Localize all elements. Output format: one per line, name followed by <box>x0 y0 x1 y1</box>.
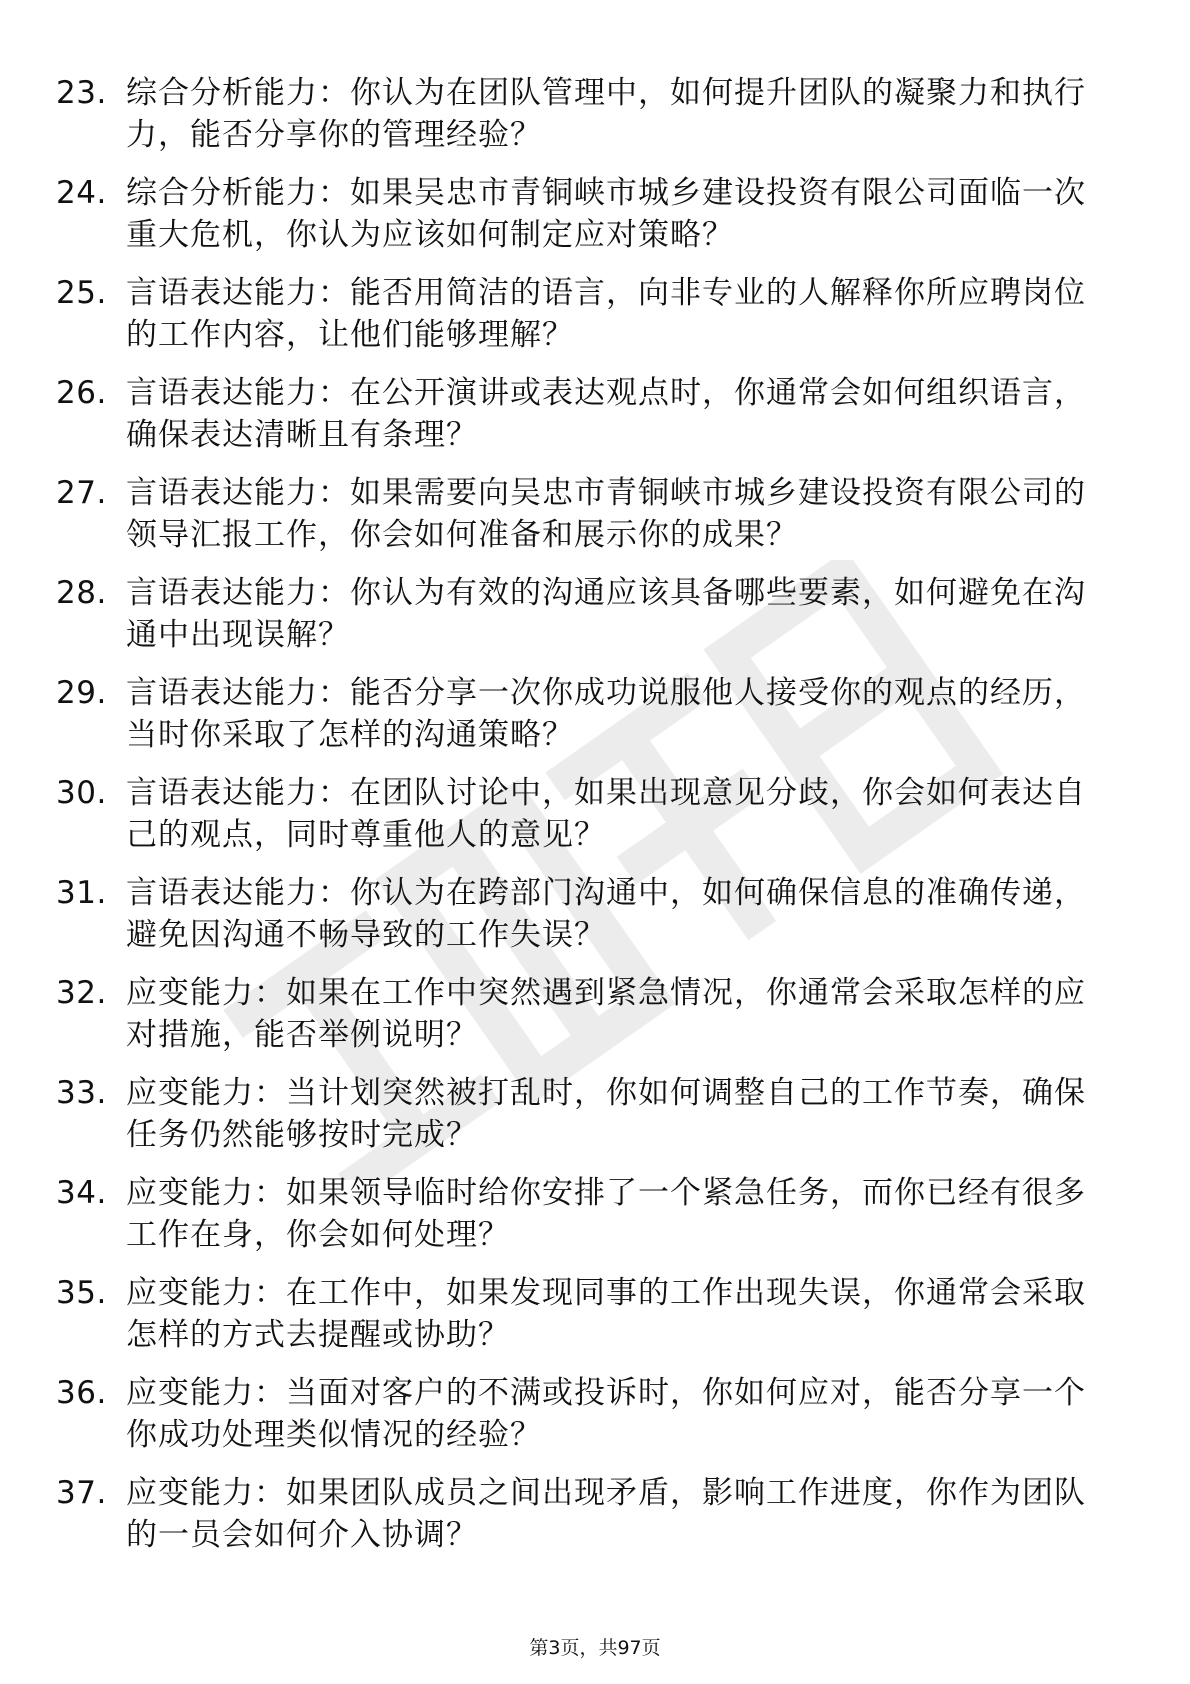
question-number: 23. <box>56 75 107 111</box>
question-number: 30. <box>56 775 107 811</box>
question-number: 24. <box>56 175 107 211</box>
question-number: 36. <box>56 1375 107 1411</box>
question-number: 34. <box>56 1175 107 1211</box>
question-item <box>56 1472 1116 1556</box>
question-text: 综合分析能力：你认为在团队管理中，如何提升团队的凝聚力和执行力，能否分享你的管理经验？ <box>126 75 1086 153</box>
question-number: 26. <box>56 375 107 411</box>
question-text: 应变能力：如果领导临时给你安排了一个紧急任务，而你已经有很多工作在身，你会如何处理？ <box>126 1175 1086 1253</box>
question-item <box>56 1172 1116 1256</box>
question-number: 35. <box>56 1275 107 1311</box>
page-number-footer: 第3页，共97页 <box>529 1637 661 1659</box>
question-text: 应变能力：当计划突然被打乱时，你如何调整自己的工作节奏，确保任务仍然能够按时完成？ <box>126 1075 1086 1153</box>
question-number: 25. <box>56 275 107 311</box>
question-item <box>56 172 1116 256</box>
question-text: 言语表达能力：你认为在跨部门沟通中，如何确保信息的准确传递，避免因沟通不畅导致的工作失误？ <box>126 875 1086 953</box>
question-text: 应变能力：如果团队成员之间出现矛盾，影响工作进度，你作为团队的一员会如何介入协调？ <box>126 1475 1086 1553</box>
question-text: 言语表达能力：能否分享一次你成功说服他人接受你的观点的经历，当时你采取了怎样的沟通策略？ <box>126 675 1086 753</box>
question-number: 37. <box>56 1475 107 1511</box>
question-text: 言语表达能力：如果需要向吴忠市青铜峡市城乡建设投资有限公司的领导汇报工作，你会如何准备和展示你的成果？ <box>126 475 1086 553</box>
question-item <box>56 272 1116 356</box>
question-number: 28. <box>56 575 107 611</box>
question-number: 29. <box>56 675 107 711</box>
question-item <box>56 472 1116 556</box>
question-list <box>56 72 1116 1572</box>
question-text: 综合分析能力：如果吴忠市青铜峡市城乡建设投资有限公司面临一次重大危机，你认为应该如何制定应对策略？ <box>126 175 1086 253</box>
question-item <box>56 1372 1116 1456</box>
question-text: 应变能力：在工作中，如果发现同事的工作出现失误，你通常会采取怎样的方式去提醒或协助？ <box>126 1275 1086 1353</box>
question-item <box>56 672 1116 756</box>
question-text: 言语表达能力：你认为有效的沟通应该具备哪些要素，如何避免在沟通中出现误解？ <box>126 575 1086 653</box>
question-number: 31. <box>56 875 107 911</box>
question-text: 应变能力：当面对客户的不满或投诉时，你如何应对，能否分享一个你成功处理类似情况的经验？ <box>126 1375 1086 1453</box>
question-item <box>56 1072 1116 1156</box>
question-text: 言语表达能力：能否用简洁的语言，向非专业的人解释你所应聘岗位的工作内容，让他们能够理解？ <box>126 275 1086 353</box>
question-item <box>56 1272 1116 1356</box>
question-item <box>56 372 1116 456</box>
question-item <box>56 972 1116 1056</box>
question-text: 应变能力：如果在工作中突然遇到紧急情况，你通常会采取怎样的应对措施，能否举例说明？ <box>126 975 1086 1053</box>
question-text: 言语表达能力：在团队讨论中，如果出现意见分歧，你会如何表达自己的观点，同时尊重他人的意见？ <box>126 775 1086 853</box>
question-item <box>56 72 1116 156</box>
question-item <box>56 772 1116 856</box>
question-item <box>56 872 1116 956</box>
question-text: 言语表达能力：在公开演讲或表达观点时，你通常会如何组织语言，确保表达清晰且有条理？ <box>126 375 1086 453</box>
question-number: 27. <box>56 475 107 511</box>
question-number: 33. <box>56 1075 107 1111</box>
question-item <box>56 572 1116 656</box>
question-number: 32. <box>56 975 107 1011</box>
